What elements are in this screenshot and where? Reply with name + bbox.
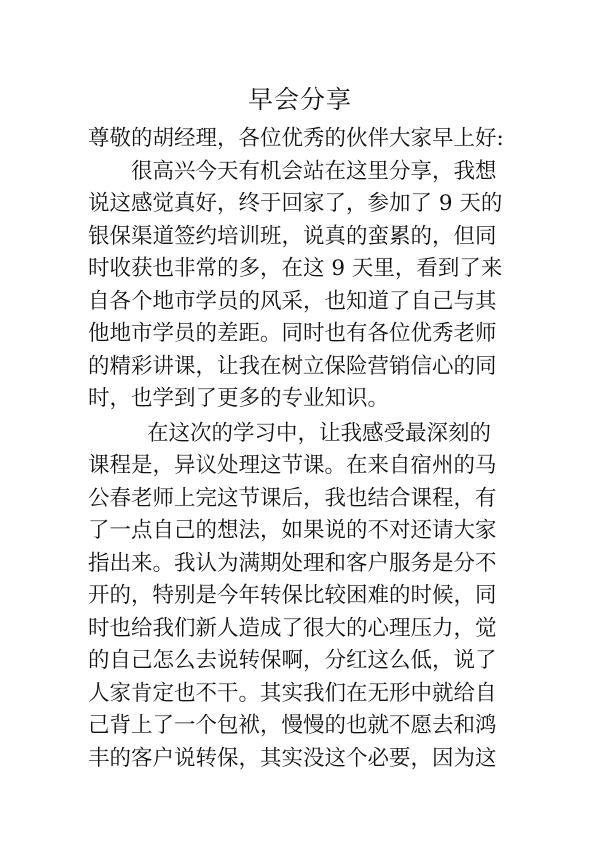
paragraph-1-line: 时收获也非常的多，在这 9 天里，看到了来 — [88, 256, 503, 281]
paragraph-2-line: 指出来。我认为满期处理和客户服务是分不 — [88, 551, 497, 576]
paragraph-2-line: 开的，特别是今年转保比较困难的时候，同 — [88, 583, 497, 608]
paragraph-1-line: 的精彩讲课，让我在树立保险营销信心的同 — [88, 354, 497, 379]
document-title: 早会分享 — [247, 85, 352, 114]
paragraph-1-line: 时，也学到了更多的专业知识。 — [88, 386, 390, 411]
paragraph-1-line: 很高兴今天有机会站在这里分享，我想 — [131, 159, 497, 184]
paragraph-2-line: 人家肯定也不干。其实我们在无形中就给自 — [88, 681, 497, 706]
paragraph-1-line: 银保渠道签约培训班，说真的蛮累的，但同 — [88, 224, 497, 249]
paragraph-2-line: 己背上了一个包袱，慢慢的也就不愿去和鸿 — [88, 713, 497, 738]
salutation-line: 尊敬的胡经理，各位优秀的伙伴大家早上好: — [88, 126, 504, 151]
paragraph-1-line: 自各个地市学员的风采，也知道了自己与其 — [88, 289, 497, 314]
paragraph-2-line: 丰的客户说转保，其实没这个必要，因为这 — [88, 746, 497, 771]
paragraph-2-line: 公春老师上完这节课后，我也结合课程，有 — [88, 486, 497, 511]
paragraph-2-line: 的自己怎么去说转保啊，分红这么低，说了 — [88, 648, 497, 673]
paragraph-2-line: 课程是，异议处理这节课。在来自宿州的马 — [88, 453, 497, 478]
paragraph-2-line: 了一点自己的想法，如果说的不对还请大家 — [88, 518, 497, 543]
paragraph-2-line: 在这次的学习中，让我感受最深刻的 — [147, 421, 492, 446]
paragraph-1-line: 说这感觉真好，终于回家了，参加了 9 天的 — [88, 191, 503, 216]
paragraph-1-line: 他地市学员的差距。同时也有各位优秀老师 — [88, 321, 497, 346]
paragraph-2-line: 时也给我们新人造成了很大的心理压力，觉 — [88, 616, 497, 641]
